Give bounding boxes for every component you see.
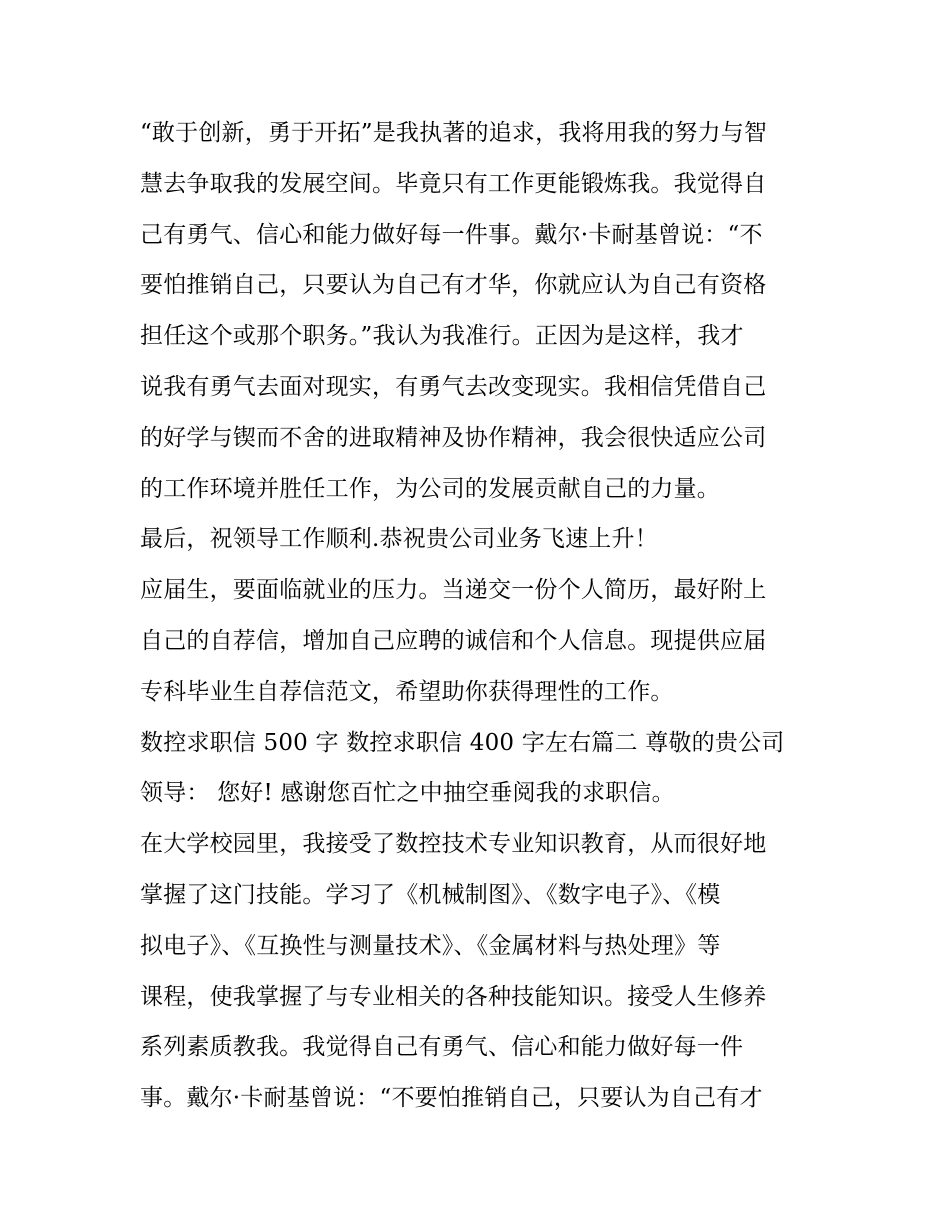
text-line: 事。戴尔·卡耐基曾说：“不要怕推销自己，只要认为自己有才 <box>140 1085 763 1112</box>
text-line: 慧去争取我的发展空间。毕竟只有工作更能锻炼我。我觉得自 <box>140 170 767 197</box>
text-line: 的好学与锲而不舍的进取精神及协作精神，我会很快适应公司 <box>140 424 767 451</box>
text-line: 自己的自荐信，增加自己应聘的诚信和个人信息。现提供应届 <box>140 627 767 654</box>
text-line: 拟电子》、《互换性与测量技术》、《金属材料与热处理》等 <box>140 932 721 959</box>
text-line: 领导： 您好! 感谢您百忙之中抽空垂阅我的求职信。 <box>140 780 675 807</box>
text-line: 数控求职信 500 字 数控求职信 400 字左右篇二 尊敬的贵公司 <box>140 729 785 756</box>
text-line: 课程，使我掌握了与专业相关的各种技能知识。接受人生修养 <box>140 983 767 1010</box>
text-line: “敢于创新，勇于开拓”是我执著的追求，我将用我的努力与智 <box>140 120 768 146</box>
text-line: 己有勇气、信心和能力做好每一件事。戴尔·卡耐基曾说：“不 <box>140 221 763 248</box>
text-line: 说我有勇气去面对现实，有勇气去改变现实。我相信凭借自己 <box>140 373 767 400</box>
text-line: 担任这个或那个职务。”我认为我准行。正因为是这样，我才 <box>140 323 744 350</box>
text-line: 专科毕业生自荐信范文，希望助你获得理性的工作。 <box>140 678 674 705</box>
text-line: 最后，祝领导工作顺利.恭祝贵公司业务飞速上升！ <box>140 526 658 553</box>
text-line: 要怕推销自己，只要认为自己有才华，你就应认为自己有资格 <box>140 272 767 299</box>
text-line: 在大学校园里，我接受了数控技术专业知识教育，从而很好地 <box>140 831 767 858</box>
text-line: 系列素质教我。我觉得自己有勇气、信心和能力做好每一件 <box>140 1034 744 1061</box>
text-line: 的工作环境并胜任工作，为公司的发展贡献自己的力量。 <box>140 475 720 502</box>
text-line: 掌握了这门技能。学习了《机械制图》、《数字电子》、《模 <box>140 881 721 908</box>
text-line: 应届生，要面临就业的压力。当递交一份个人简历，最好附上 <box>140 577 767 604</box>
document-body <box>140 108 820 1124</box>
